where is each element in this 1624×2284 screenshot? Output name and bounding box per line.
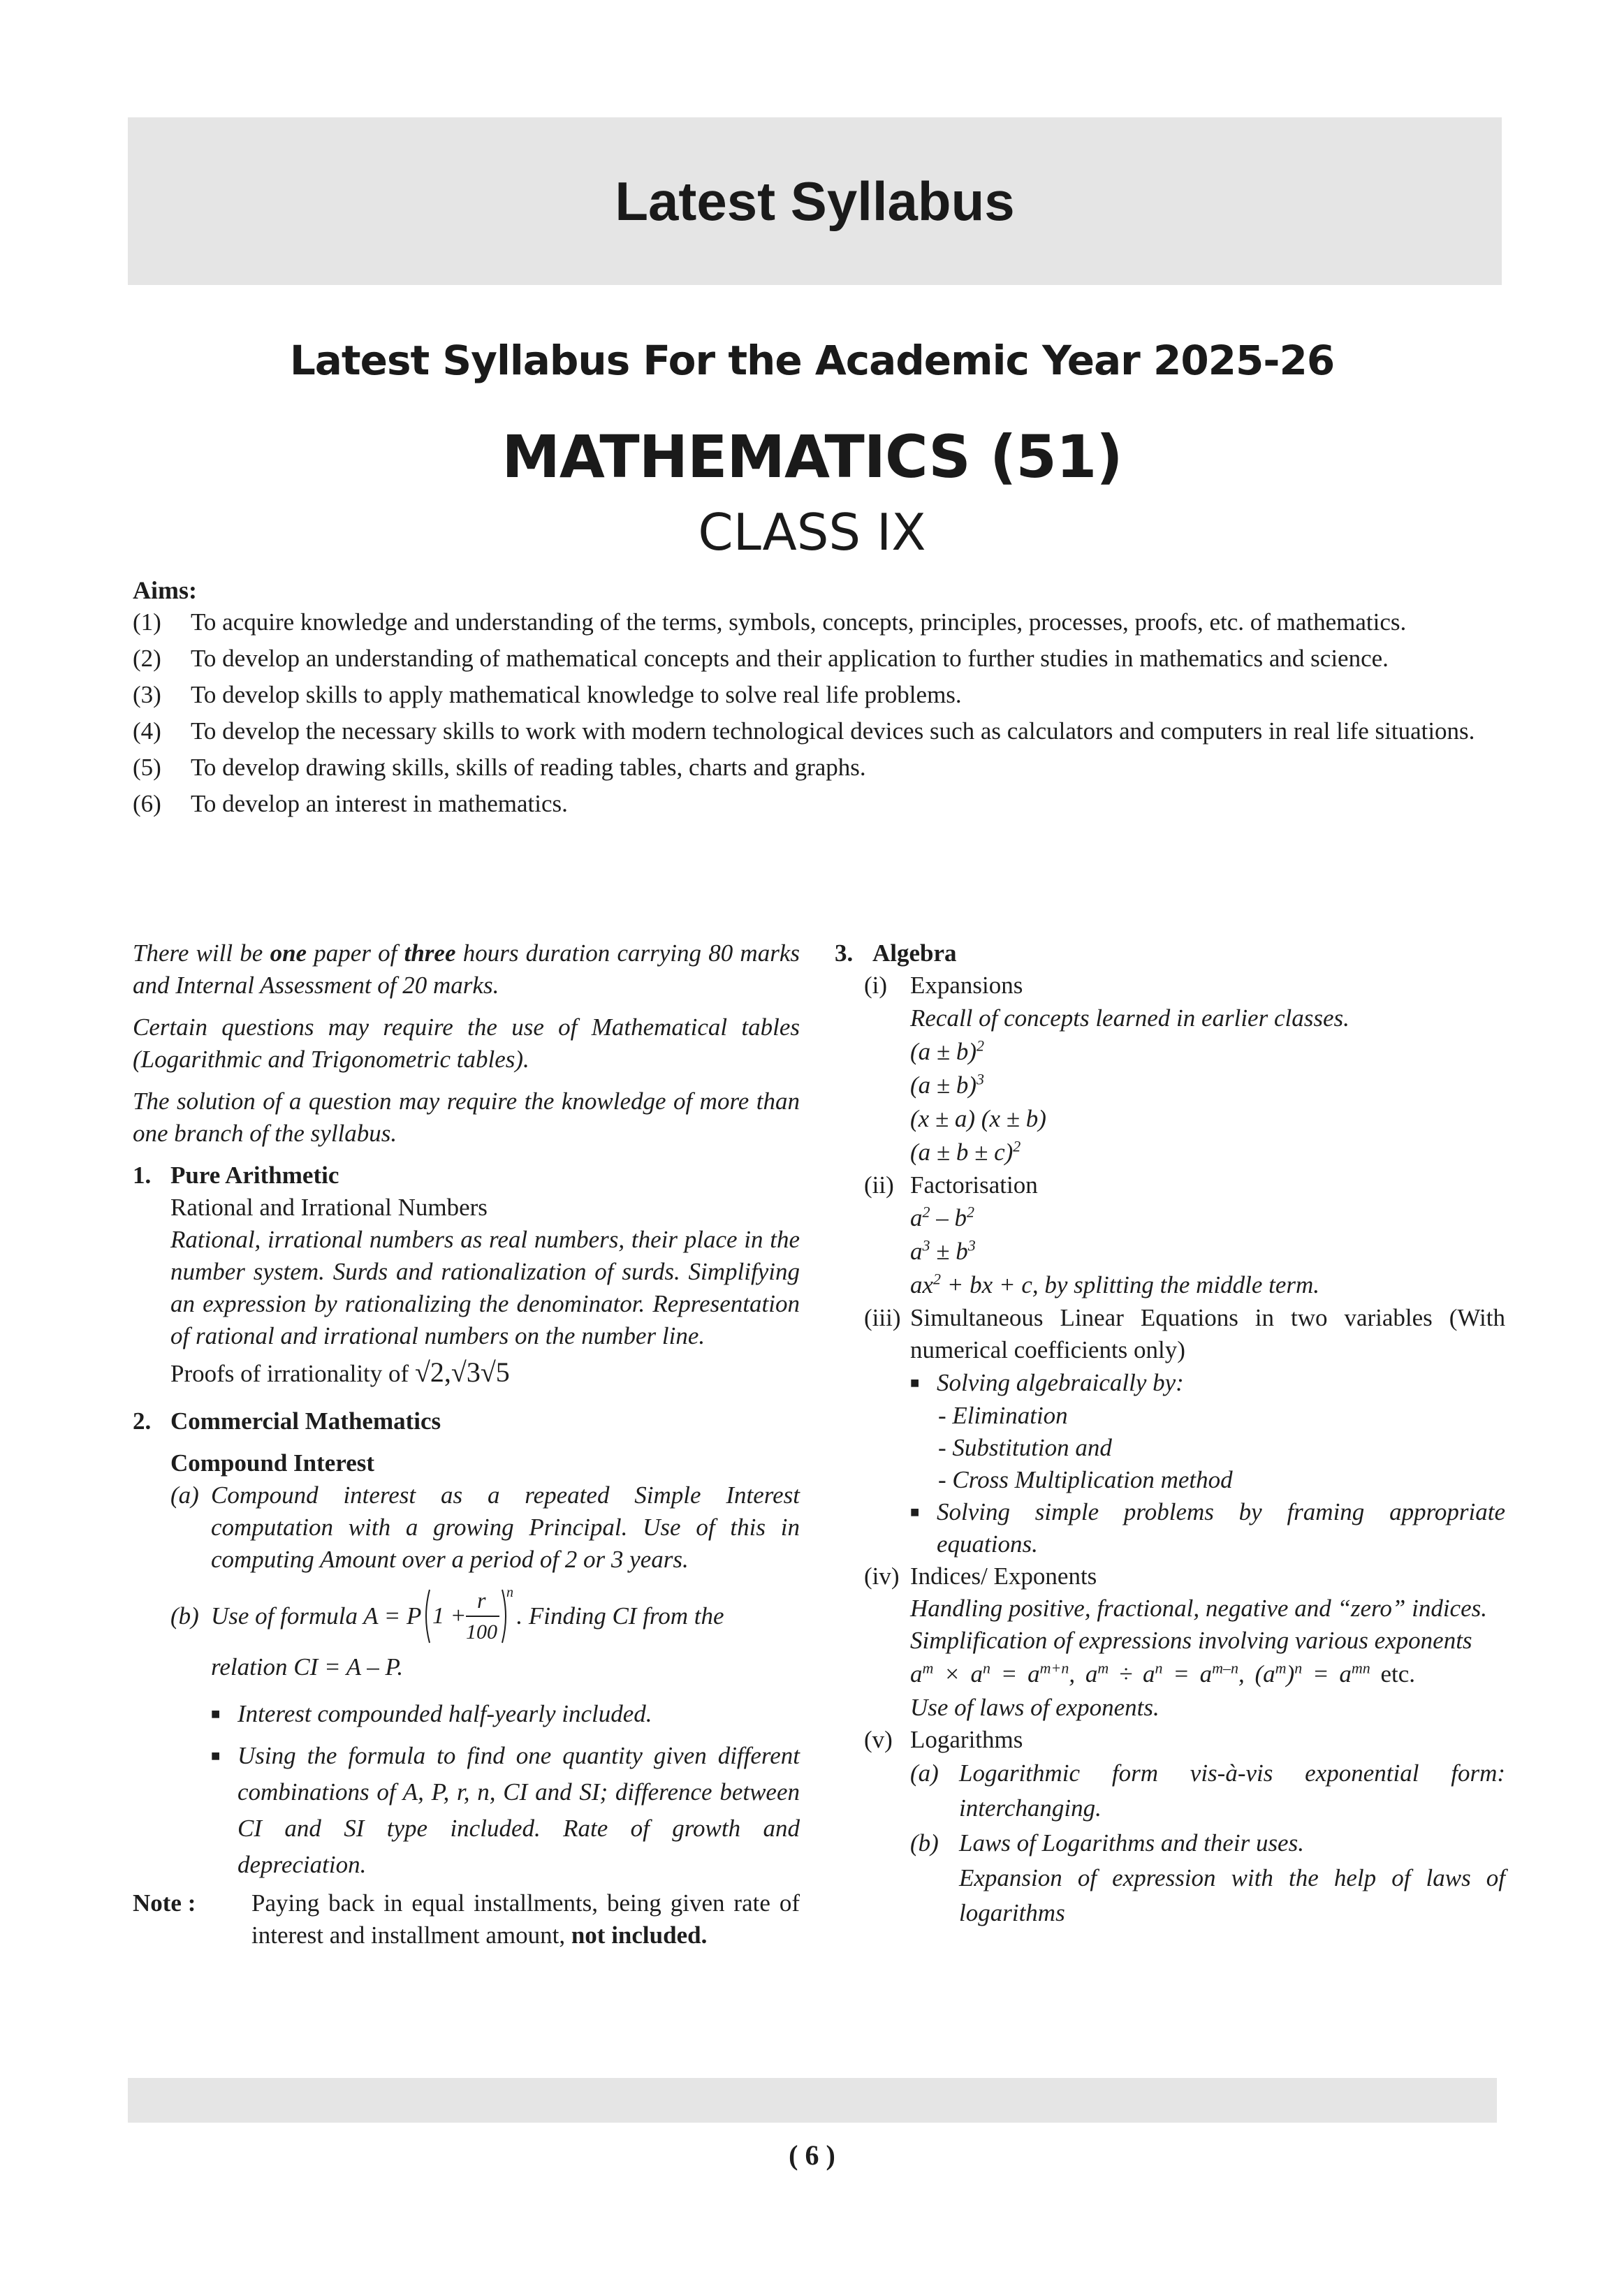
section-commercial-math-body <box>133 1447 800 1883</box>
aim-item <box>133 643 1505 675</box>
expansion-formula: $(a \pm b \pm c)^2$ <box>910 1137 1021 1166</box>
factor-formula: $ax^2$ + bx + c, by splitting the middle term. <box>910 1270 1320 1298</box>
section-algebra-heading: 3. Algebra <box>835 939 957 967</box>
indices-body <box>864 1593 1505 1724</box>
linear-equations-body <box>864 1366 1505 1560</box>
proofs-line: Proofs of irrationality of √2,√3√5 <box>170 1356 510 1388</box>
indices-text: Handling positive, fractional, negative and “zero” indices. <box>910 1595 1487 1622</box>
intro-tables-info: Certain questions may require the use of Mathematical tables (Logarithmic and Trigonometric tables). <box>133 1013 800 1073</box>
square-bullet-icon: ■ <box>211 1705 221 1722</box>
section-algebra-body <box>835 969 1505 1931</box>
exponent-laws-formula: $a^m \times a^n = a^{m+n}$, $a^m \div a^n = a^{m-n}$, $(a^m)^n = a^{mn}$ etc. <box>910 1659 1416 1688</box>
subitem-indices: (iv) Indices/ Exponents <box>864 1562 1097 1590</box>
logarithms-body <box>864 1756 1505 1931</box>
aim-number: (5) <box>133 754 161 781</box>
expansion-formula: $(a \pm b)^2$ <box>910 1037 985 1065</box>
aim-text: To develop an interest in mathematics. <box>191 790 568 817</box>
item-b-relation: relation CI = A – P. <box>211 1653 404 1681</box>
square-bullet-icon: ■ <box>910 1503 920 1521</box>
bullet-item: ■ Solving simple problems by framing appropriate equations. <box>910 1496 1505 1560</box>
subitem-factorisation: (ii) Factorisation <box>864 1171 1038 1199</box>
aim-text: To develop the necessary skills to work with modern technological devices such as calculators and computers in real life situations. <box>191 717 1475 745</box>
aim-item <box>133 715 1505 747</box>
expansions-recall: Recall of concepts learned in earlier classes. <box>910 1004 1349 1032</box>
method-item: - Cross Multiplication method <box>938 1466 1233 1493</box>
subsection-title: Compound Interest <box>170 1449 375 1477</box>
section-pure-arithmetic-heading: 1. Pure Arithmetic <box>133 1162 339 1189</box>
indices-text: Simplification of expressions involving various exponents <box>910 1627 1472 1654</box>
subitem-expansions: (i) Expansions <box>864 972 1023 999</box>
subject-title: MATHEMATICS (51) <box>502 423 1122 491</box>
subsection-description: Rational, irrational numbers as real numbers, their place in the number system. Surds and rationalization of surds. Simplifying an expression by rationalizing the denominator. Representation of rational and irrational numbers on the number line. <box>170 1226 800 1349</box>
academic-year-subtitle: Latest Syllabus For the Academic Year 2025-26 <box>289 337 1335 384</box>
expansion-formula: $(a \pm b)^3$ <box>910 1070 985 1099</box>
expansions-list <box>864 1002 1505 1169</box>
aim-text: To develop an understanding of mathematical concepts and their application to further studies in mathematics and science. <box>191 645 1389 672</box>
left-column <box>133 937 800 1952</box>
aim-item <box>133 606 1505 638</box>
aim-text: To develop skills to apply mathematical knowledge to solve real life problems. <box>191 681 962 708</box>
class-title: CLASS IX <box>698 503 926 562</box>
factorisation-list <box>864 1201 1505 1302</box>
formula-denominator: 100 <box>466 1620 498 1644</box>
aim-text: To develop drawing skills, skills of reading tables, charts and graphs. <box>191 754 866 781</box>
aims-section <box>133 574 1505 824</box>
square-bullet-icon: ■ <box>211 1747 221 1764</box>
expansion-formula: (x ± a) (x ± b) <box>910 1105 1046 1132</box>
section-commercial-math-heading: 2. Commercial Mathematics <box>133 1407 441 1435</box>
aim-item <box>133 788 1505 820</box>
subsection-title: Rational and Irrational Numbers <box>170 1194 488 1221</box>
aim-text: To acquire knowledge and understanding of the terms, symbols, concepts, principles, processes, proofs, etc. of mathematics. <box>191 608 1407 636</box>
bullet-item: ■ Interest compounded half-yearly included. <box>170 1696 800 1732</box>
right-column <box>835 937 1505 1931</box>
aim-number: (3) <box>133 681 161 708</box>
aim-number: (1) <box>133 608 161 636</box>
bullet-item: ■ Using the formula to find one quantity given different combinations of A, P, r, n, CI and SI; difference between CI and SI type included. Rate of growth and depreciation. <box>170 1738 800 1883</box>
factor-formula: $a^3 \pm b^3$ <box>910 1236 976 1265</box>
aims-heading: Aims: <box>133 576 197 604</box>
header-title: Latest Syllabus <box>615 170 1015 232</box>
subitem-logarithms: (v) Logarithms <box>864 1726 1023 1753</box>
note-block: Note : Paying back in equal installments, being given rate of interest and installment amount, not included. <box>133 1889 800 1949</box>
section-pure-arithmetic-body <box>133 1192 800 1390</box>
aim-item <box>133 752 1505 784</box>
page-number: ( 6 ) <box>789 2139 835 2171</box>
item-b-formula: (b) Use of formula A = P 1 + r 100 n . Finding CI from the <box>170 1587 800 1646</box>
formula-one-plus: 1 + <box>432 1603 467 1629</box>
log-item-b: (b) Laws of Logarithms and their uses. <box>910 1829 1304 1857</box>
indices-text: Use of laws of exponents. <box>910 1694 1160 1721</box>
header-banner <box>128 117 1502 285</box>
bullet-item: ■ Solving algebraically by: <box>910 1366 1505 1400</box>
item-a: (a) Compound interest as a repeated Simple Interest computation with a growing Principal. Use of this in computing Amount over a period of 2 or 3 years. <box>170 1481 800 1573</box>
method-item: - Substitution and <box>938 1434 1112 1461</box>
compound-interest-formula-icon <box>423 1587 515 1646</box>
formula-exponent: n <box>506 1587 514 1600</box>
aim-number: (4) <box>133 717 161 745</box>
intro-branch-info: The solution of a question may require the knowledge of more than one branch of the syllabus. <box>133 1088 800 1147</box>
surd-terms: √2,√3√5 <box>414 1356 510 1388</box>
formula-numerator: r <box>477 1588 486 1613</box>
aim-number: (2) <box>133 645 161 672</box>
factor-formula: $a^2 - b^2$ <box>910 1203 974 1231</box>
method-item: - Elimination <box>938 1402 1068 1429</box>
footer-band <box>128 2078 1497 2123</box>
aim-number: (6) <box>133 790 161 817</box>
log-item-b-detail: Expansion of expression with the help of laws of logarithms <box>959 1864 1505 1926</box>
intro-paper-info: There will be one paper of three hours duration carrying 80 marks and Internal Assessment of 20 marks. <box>133 939 800 999</box>
subitem-linear-equations: (iii) Simultaneous Linear Equations in two variables (With numerical coefficients only) <box>864 1304 1505 1363</box>
log-item-a: (a) Logarithmic form vis-à-vis exponential form: interchanging. <box>910 1759 1505 1822</box>
aim-item <box>133 679 1505 711</box>
square-bullet-icon: ■ <box>910 1374 920 1391</box>
